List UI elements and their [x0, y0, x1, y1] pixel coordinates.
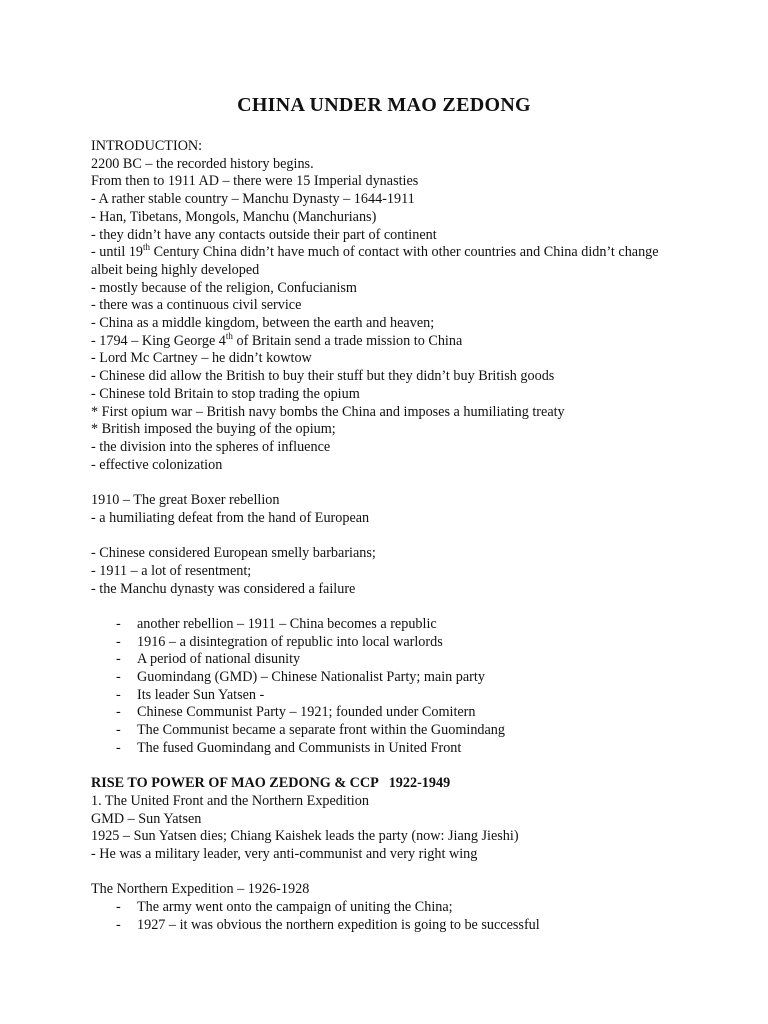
section-heading: RISE TO POWER OF MAO ZEDONG & CCP 1922-1949 — [91, 775, 451, 792]
list-item — [91, 722, 691, 740]
list-item-text: 1927 – it was obvious the northern expedition is going to be successful — [137, 916, 540, 933]
list-item-text: A period of national disunity — [137, 651, 301, 668]
text-line: - Chinese considered European smelly barbarians; — [91, 545, 376, 562]
superscript: th — [225, 330, 233, 341]
document-title: CHINA UNDER MAO ZEDONG — [237, 94, 531, 116]
list-item — [91, 687, 691, 705]
text-line: - mostly because of the religion, Confucianism — [91, 279, 357, 296]
text-line: - Lord Mc Cartney – he didn’t kowtow — [91, 350, 312, 367]
text-line: - the Manchu dynasty was considered a failure — [91, 580, 356, 597]
text-fragment: - until 19 — [91, 244, 144, 261]
text-line: GMD – Sun Yatsen — [91, 810, 202, 827]
text-line: - the division into the spheres of influence — [91, 438, 331, 455]
list-item-text: The army went onto the campaign of uniting the China; — [137, 899, 453, 916]
text-line: - Chinese did allow the British to buy their stuff but they didn’t buy British goods — [91, 368, 555, 385]
text-line: * British imposed the buying of the opium; — [91, 421, 336, 438]
text-line: - Han, Tibetans, Mongols, Manchu (Manchurians) — [91, 208, 377, 225]
text-line: From then to 1911 AD – there were 15 Imperial dynasties — [91, 173, 419, 190]
text-line — [91, 330, 691, 351]
text-line: - 1911 – a lot of resentment; — [91, 562, 252, 579]
text-line: * First opium war – British navy bombs the China and imposes a humiliating treaty — [91, 403, 565, 420]
list-item-text: Guomindang (GMD) – Chinese Nationalist Party; main party — [137, 669, 485, 686]
bullet-marker: - — [116, 704, 121, 721]
text-line: 1910 – The great Boxer rebellion — [91, 492, 280, 509]
blank-line — [91, 598, 691, 616]
bullet-list — [91, 899, 691, 934]
text-line: - He was a military leader, very anti-communist and very right wing — [91, 846, 478, 863]
list-item — [91, 740, 691, 758]
text-line: 1. The United Front and the Northern Expedition — [91, 792, 369, 809]
text-line: - effective colonization — [91, 456, 223, 473]
text-line: - A rather stable country – Manchu Dynasty – 1644-1911 — [91, 191, 415, 208]
text-line: - Chinese told Britain to stop trading the opium — [91, 385, 360, 402]
bullet-marker: - — [116, 899, 121, 916]
list-item-text: another rebellion – 1911 – China becomes a republic — [137, 615, 437, 632]
text-fragment: of Britain send a trade mission to China — [232, 332, 463, 349]
list-item-text: 1916 – a disintegration of republic into local warlords — [137, 633, 443, 650]
bullet-marker: - — [116, 916, 121, 933]
text-fragment: - 1794 – King George 4 — [91, 332, 226, 349]
list-item — [91, 634, 691, 652]
list-item — [91, 704, 691, 722]
blank-line — [91, 527, 691, 545]
blank-line — [91, 474, 691, 492]
list-item-text: The fused Guomindang and Communists in United Front — [137, 739, 462, 756]
superscript: th — [143, 242, 151, 253]
bullet-marker: - — [116, 633, 121, 650]
subsection-heading: The Northern Expedition – 1926-1928 — [91, 881, 310, 898]
intro-heading: INTRODUCTION: — [91, 138, 203, 154]
list-item — [91, 669, 691, 687]
text-line: - China as a middle kingdom, between the earth and heaven; — [91, 315, 435, 332]
list-item — [91, 917, 691, 935]
list-item — [91, 616, 691, 634]
text-fragment: Century China didn’t have much of contact with other countries and China didn’t change albeit being highly developed — [91, 244, 659, 278]
list-item — [91, 651, 691, 669]
text-line: - they didn’t have any contacts outside their part of continent — [91, 226, 437, 243]
list-item — [91, 899, 691, 917]
bullet-marker: - — [116, 739, 121, 756]
list-item-text: Its leader Sun Yatsen - — [137, 686, 265, 703]
text-line: 1925 – Sun Yatsen dies; Chiang Kaishek leads the party (now: Jiang Jieshi) — [91, 828, 519, 845]
bullet-marker: - — [116, 686, 121, 703]
list-item-text: Chinese Communist Party – 1921; founded under Comitern — [137, 704, 476, 721]
bullet-marker: - — [116, 669, 121, 686]
text-line — [91, 244, 691, 279]
document-body — [91, 138, 691, 935]
text-line: - a humiliating defeat from the hand of European — [91, 509, 370, 526]
list-item-text: The Communist became a separate front within the Guomindang — [137, 722, 505, 739]
bullet-marker: - — [116, 722, 121, 739]
blank-line — [91, 758, 691, 776]
bullet-marker: - — [116, 615, 121, 632]
bullet-marker: - — [116, 651, 121, 668]
text-line: - there was a continuous civil service — [91, 297, 302, 314]
text-line: 2200 BC – the recorded history begins. — [91, 155, 314, 172]
blank-line — [91, 864, 691, 882]
bullet-list — [91, 616, 691, 758]
